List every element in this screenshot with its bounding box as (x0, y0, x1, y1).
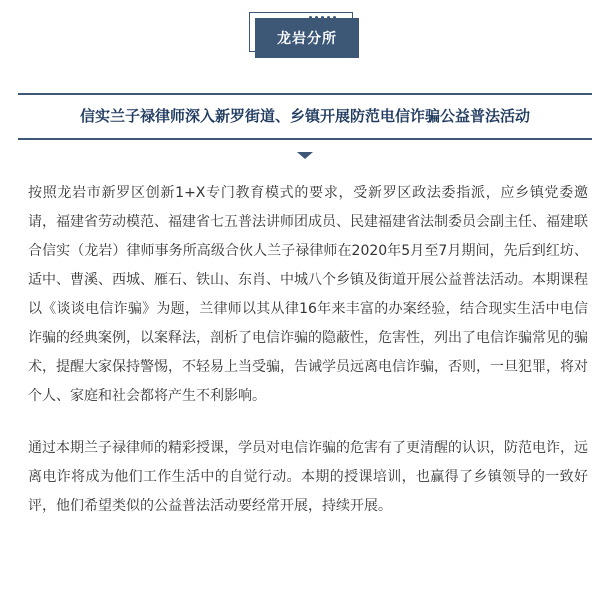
headline-bottom-rule (18, 138, 592, 140)
article-body (28, 179, 588, 521)
branch-badge (249, 12, 359, 58)
down-triangle-icon (297, 152, 313, 159)
article-paragraph: 按照龙岩市新罗区创新1+X专门教育模式的要求，受新罗区政法委指派，应乡镇党委邀请，福建省劳动模范、福建省七五普法讲师团成员、民建福建省法制委员会副主任、福建联合信实（龙岩）律师事务所高级合伙人兰子禄律师在2020年5月至7月期间，先后到红坊、适中、曹溪、西城、雁石、铁山、东肖、中城八个乡镇及街道开展公益普法活动。本期课程以《谈谈电信诈骗》为题，兰律师以其从律16年来丰富的办案经验，结合现实生活中电信诈骗的经典案例，以案释法，剖析了电信诈骗的隐蔽性，危害性，列出了电信诈骗常见的骗术，提醒大家保持警惕，不轻易上当受骗，告诫学员远离电信诈骗，否则，一旦犯罪，将对个人、家庭和社会都将产生不利影响。 (28, 185, 588, 404)
article-paragraph: 通过本期兰子禄律师的精彩授课，学员对电信诈骗的危害有了更清醒的认识，防范电诈，远离电诈将成为他们工作生活中的自觉行动。本期的授课培训，也赢得了乡镇领导的一致好评，他们希望类似的公益普法活动要经常开展，持续开展。 (28, 440, 588, 514)
branch-badge-label: 龙岩分所 (255, 18, 359, 58)
badge-dots-decoration (309, 16, 336, 19)
article-headline: 信实兰子禄律师深入新罗街道、乡镇开展防范电信诈骗公益普法活动 (79, 107, 530, 125)
